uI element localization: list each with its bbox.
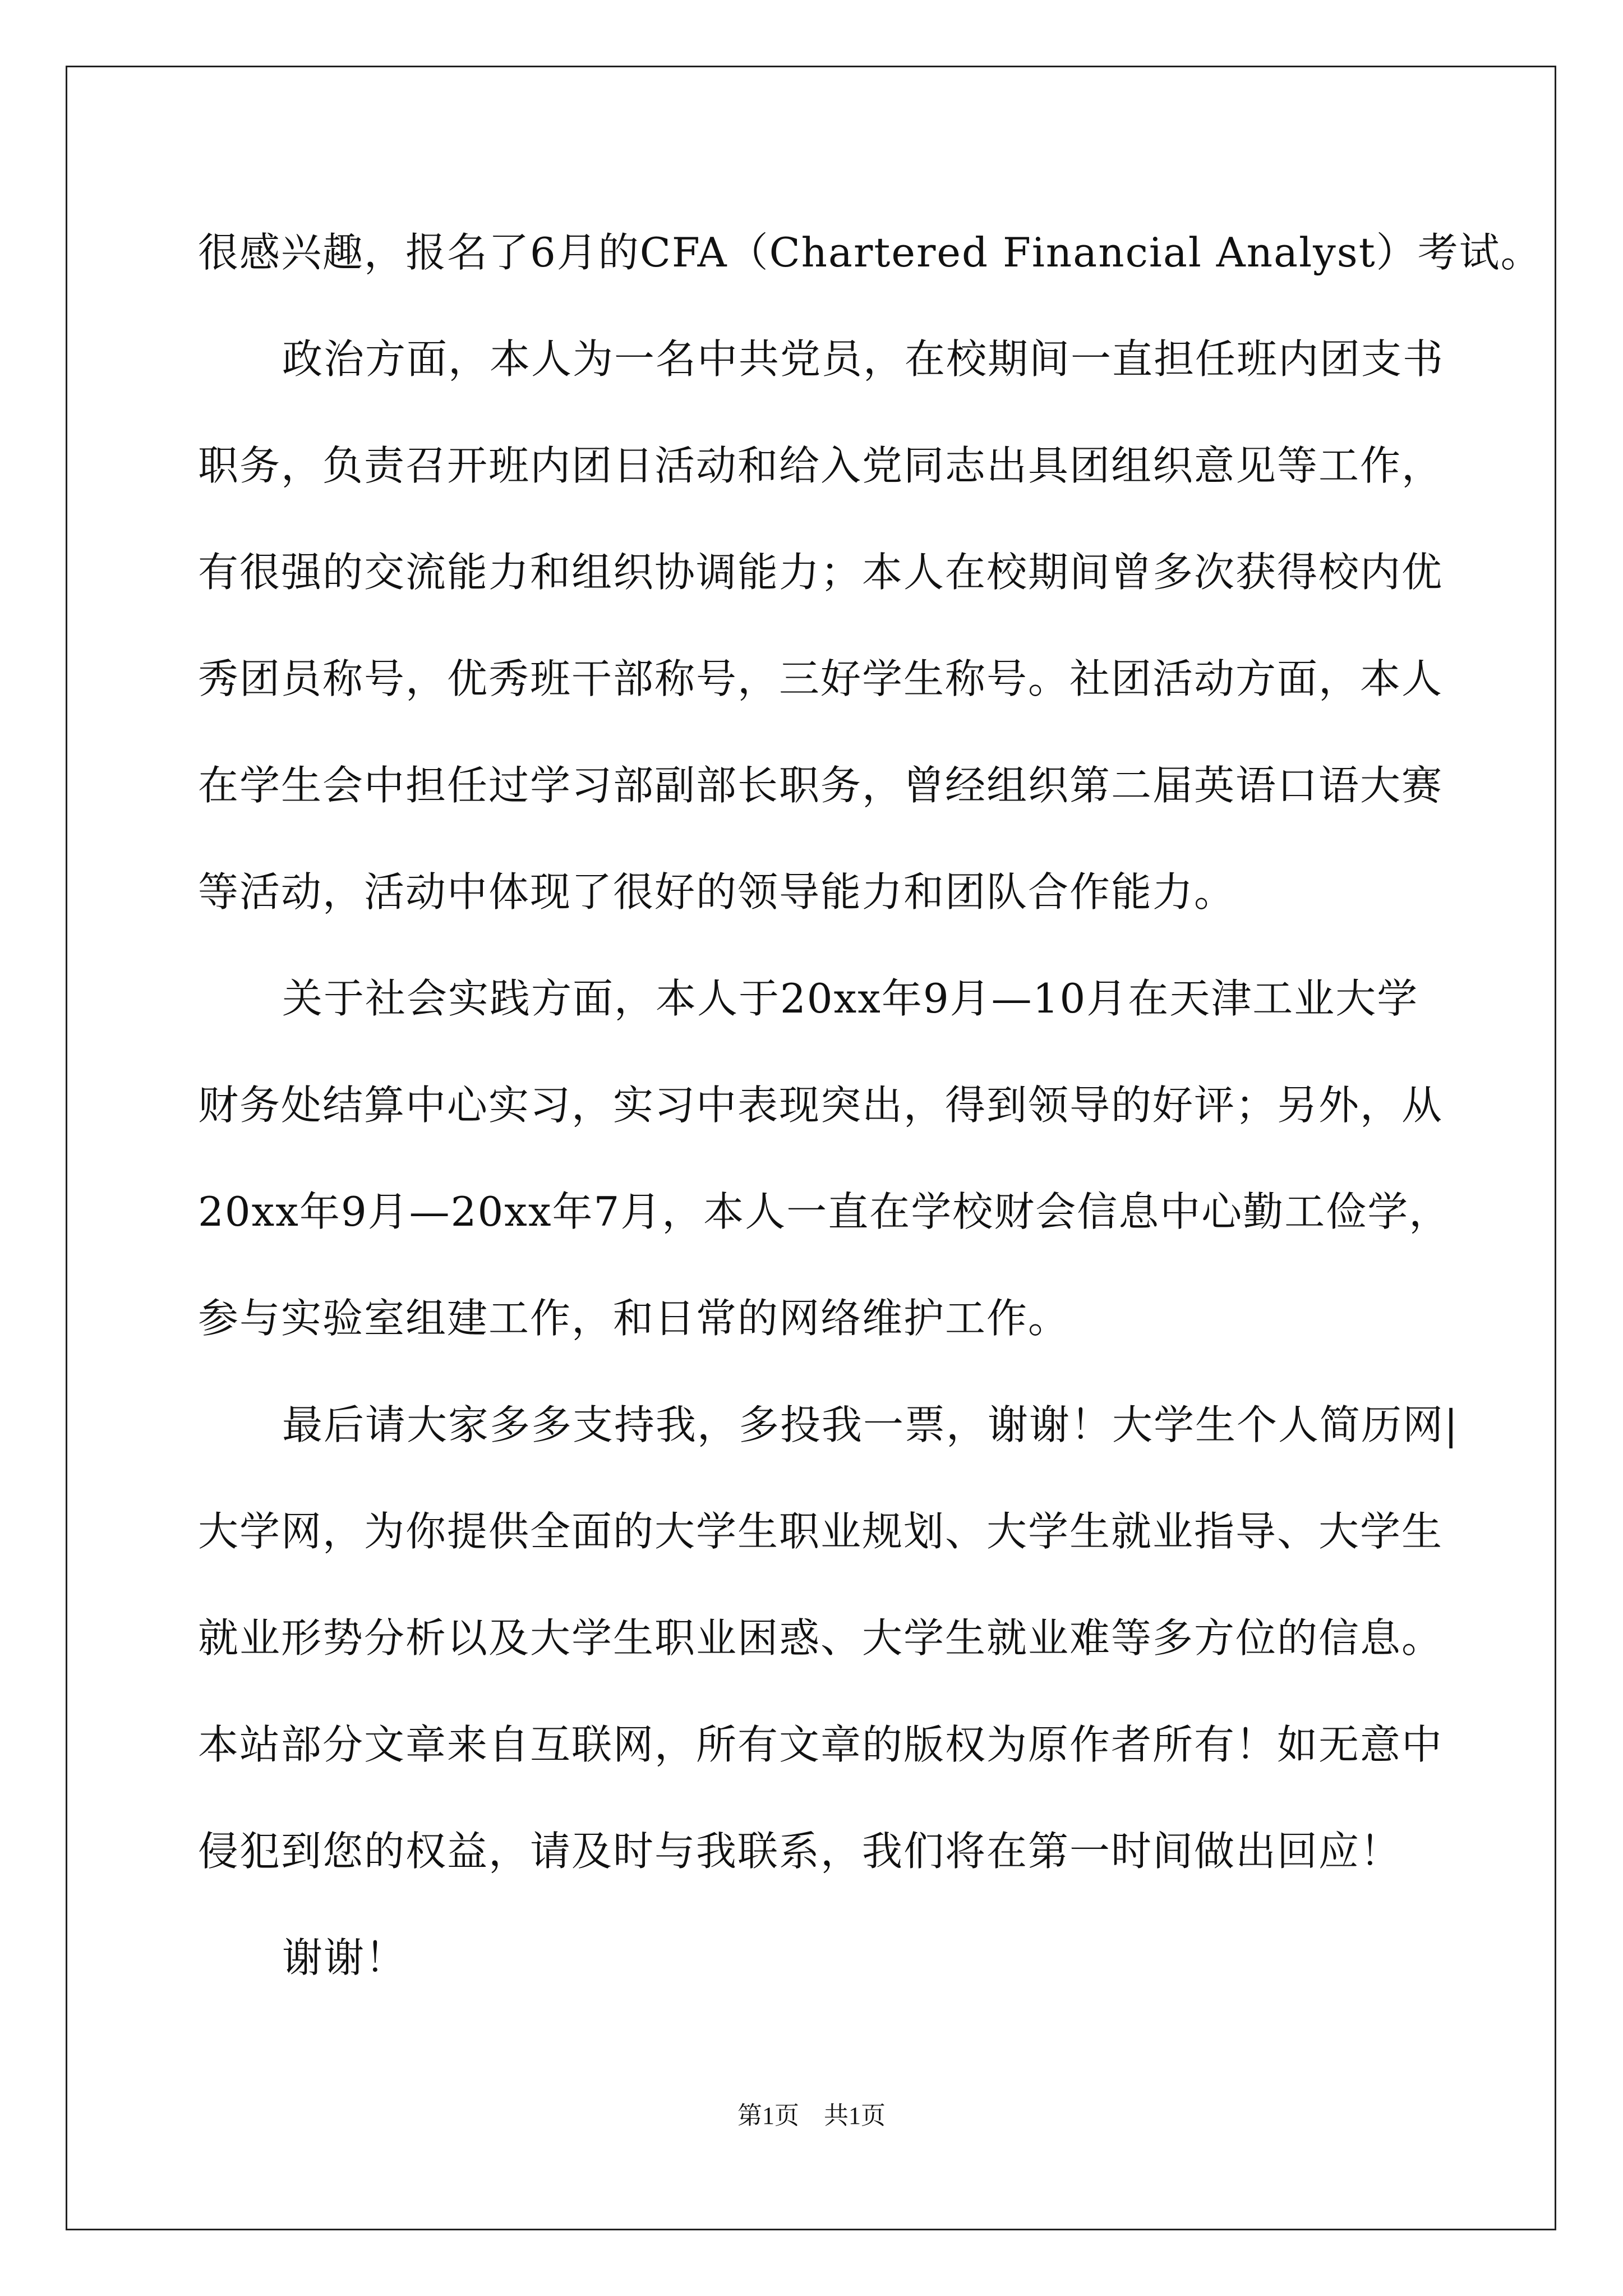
text-line: 财务处结算中心实习，实习中表现突出，得到领导的好评；另外，从	[198, 1082, 1444, 1129]
text-line: 20xx年9月—20xx年7月，本人一直在学校财会信息中心勤工俭学，	[198, 1188, 1451, 1235]
text-line: 职务，负责召开班内团日活动和给入党同志出具团组织意见等工作，	[198, 442, 1444, 489]
text-line: 侵犯到您的权益，请及时与我联系，我们将在第一时间做出回应！	[198, 1828, 1402, 1875]
text-line: 谢谢！	[282, 1934, 407, 1981]
text-line: 等活动，活动中体现了很好的领导能力和团队合作能力。	[198, 868, 1236, 915]
text-line: 参与实验室组建工作，和日常的网络维护工作。	[198, 1295, 1070, 1342]
text-line: 秀团员称号，优秀班干部称号，三好学生称号。社团活动方面，本人	[198, 655, 1444, 702]
text-line: 大学网，为你提供全面的大学生职业规划、大学生就业指导、大学生	[198, 1508, 1444, 1555]
text-line: 关于社会实践方面，本人于20xx年9月—10月在天津工业大学	[282, 975, 1419, 1022]
text-line: 很感兴趣，报名了6月的CFA（Chartered Financial Analyst）考试。	[198, 229, 1542, 276]
text-line: 政治方面，本人为一名中共党员，在校期间一直担任班内团支书	[282, 335, 1445, 383]
document-body	[198, 213, 1542, 2025]
text-line: 有很强的交流能力和组织协调能力；本人在校期间曾多次获得校内优	[198, 549, 1444, 596]
text-line: 本站部分文章来自互联网，所有文章的版权为原作者所有！如无意中	[198, 1721, 1444, 1768]
text-line: 就业形势分析以及大学生职业困惑、大学生就业难等多方位的信息。	[198, 1614, 1444, 1662]
text-line: 在学生会中担任过学习部副部长职务，曾经组织第二届英语口语大赛	[198, 762, 1444, 809]
text-line: 最后请大家多多支持我，多投我一票，谢谢！大学生个人简历网|	[282, 1401, 1459, 1448]
page-footer: 第1页 共1页	[737, 2102, 886, 2129]
